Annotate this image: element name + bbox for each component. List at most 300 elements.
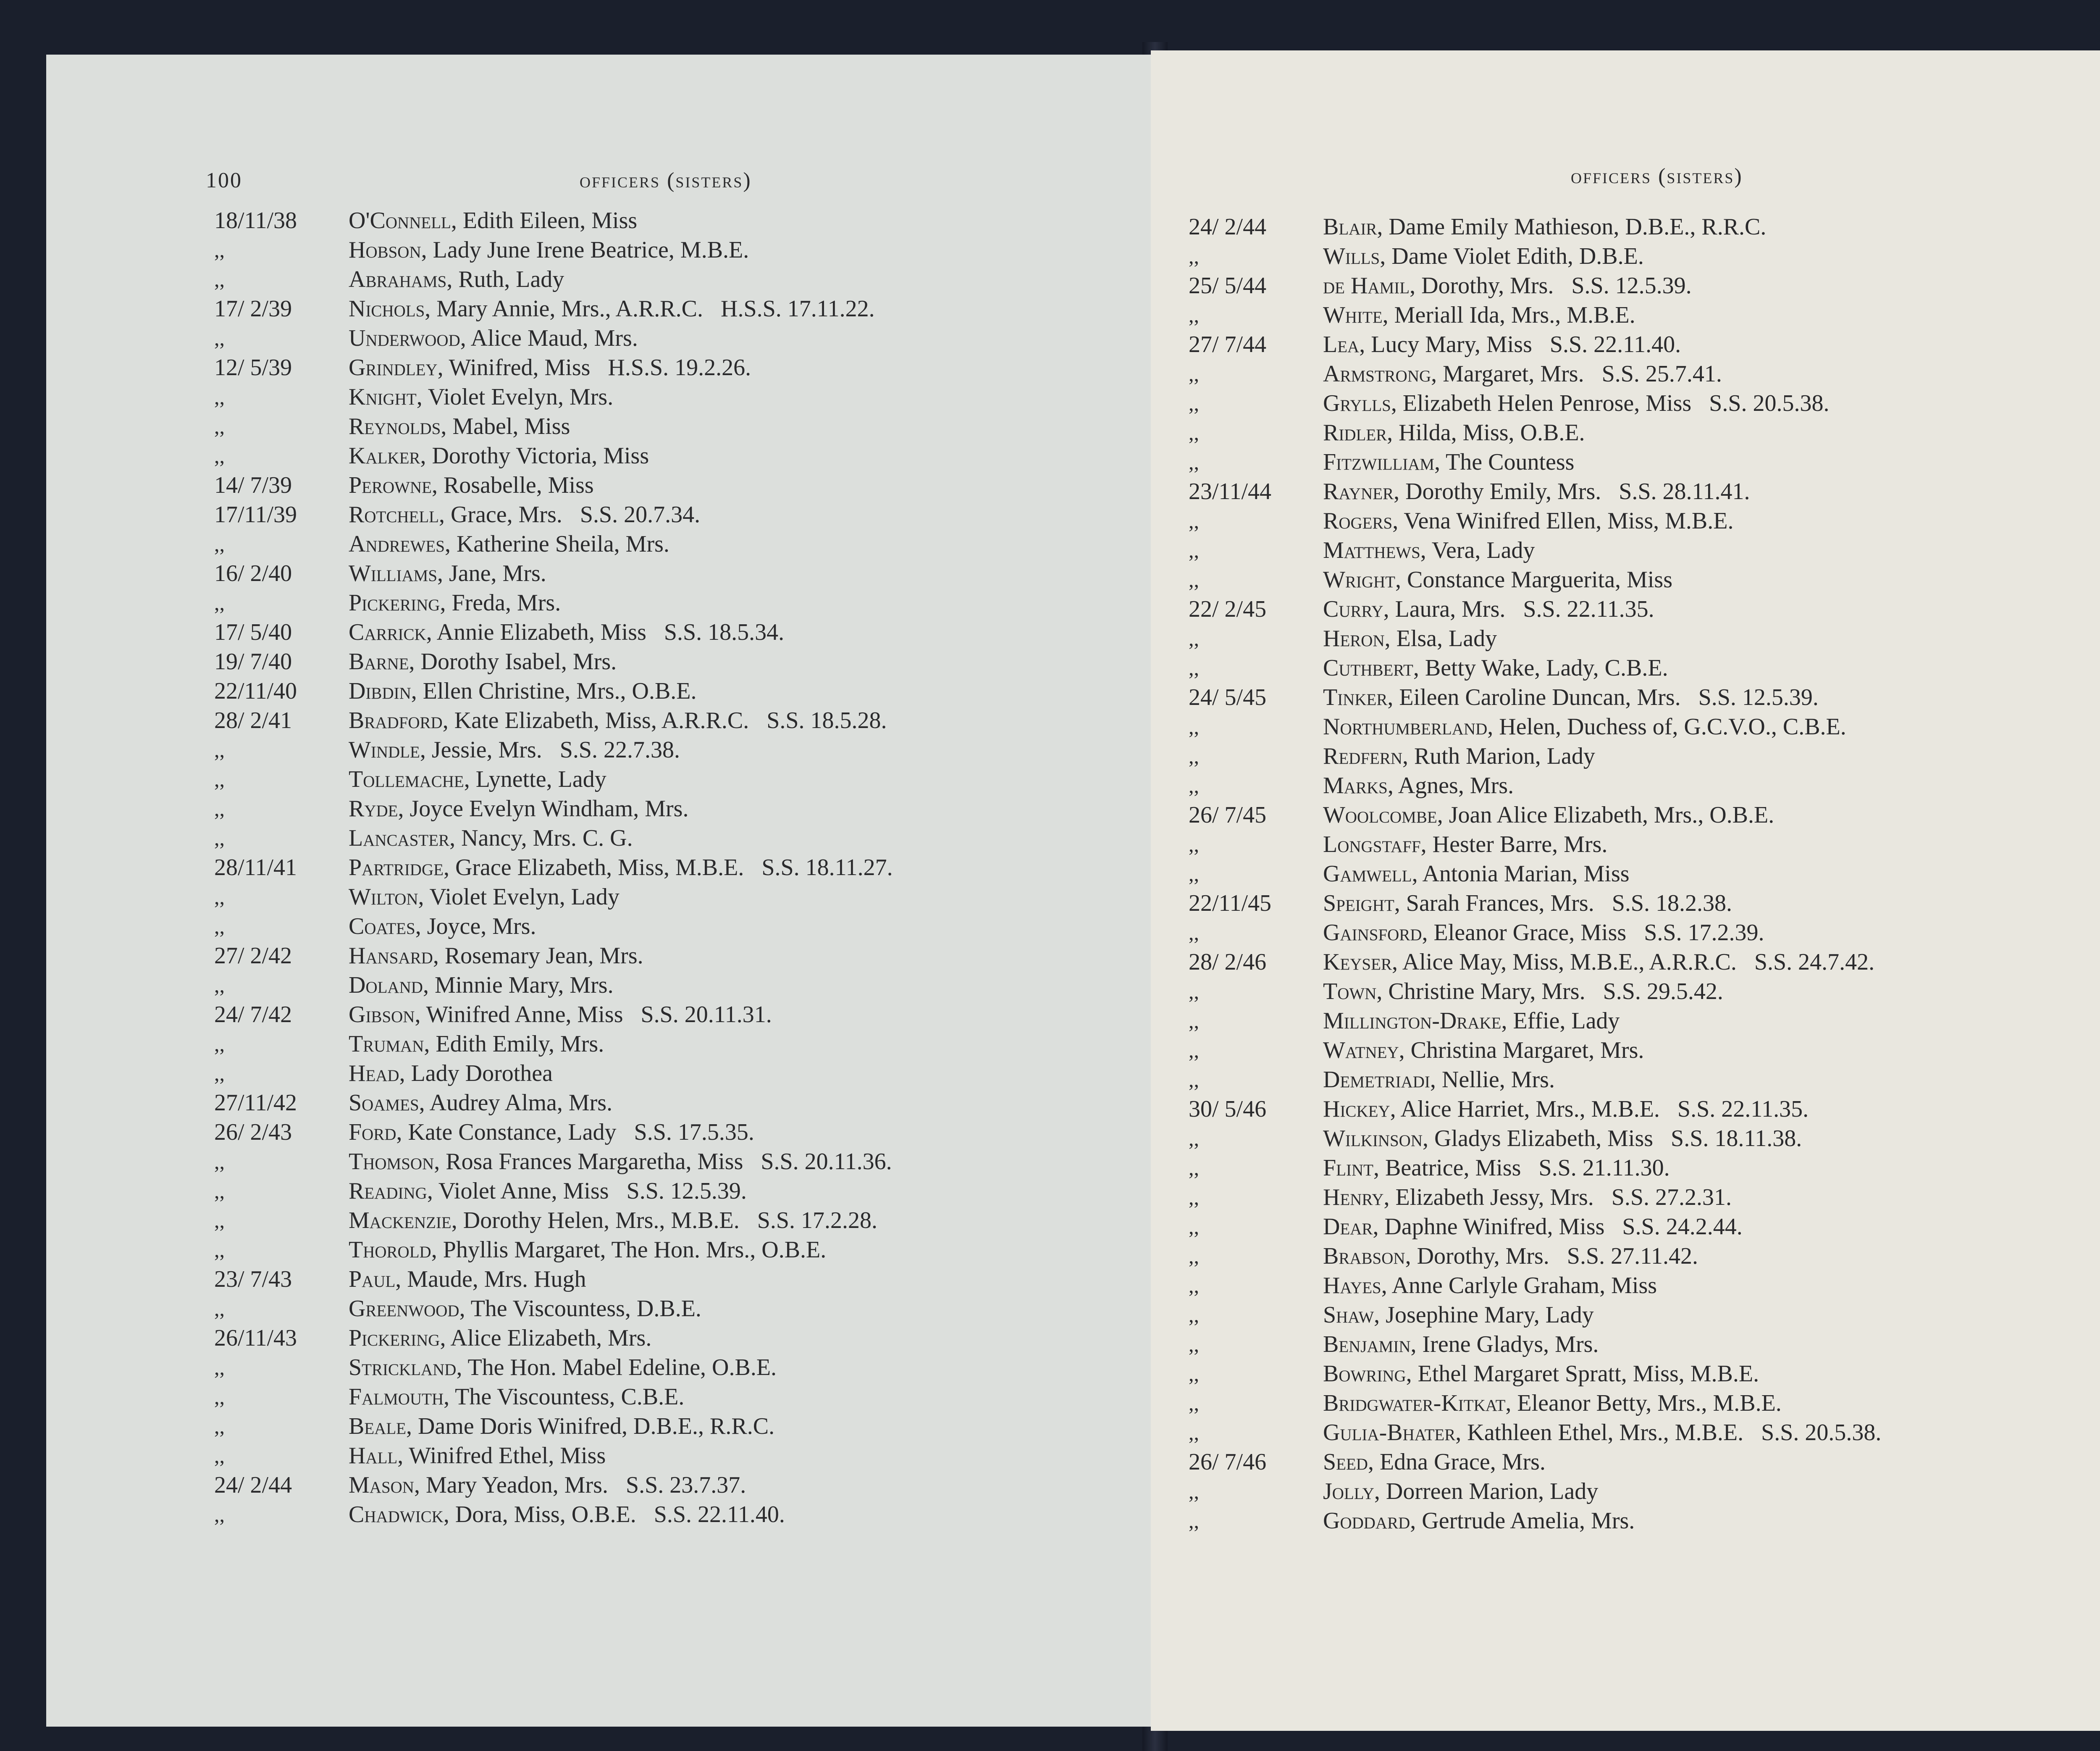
entry-surname: White xyxy=(1323,302,1383,328)
entry-details: , Mary Yeadon, Mrs. S.S. 23.7.37. xyxy=(414,1472,746,1498)
entry-details: , Kate Constance, Lady S.S. 17.5.35. xyxy=(396,1119,754,1145)
entry-date: 27/ 2/42 xyxy=(214,943,292,969)
entry-text xyxy=(349,765,606,794)
entry-date: 27/11/42 xyxy=(214,1090,297,1116)
entry-surname: Knight xyxy=(349,384,417,410)
entry-surname: Wills xyxy=(1323,243,1380,269)
entry-date: ,, xyxy=(1189,1127,1199,1150)
entry-details: , Dame Emily Mathieson, D.B.E., R.R.C. xyxy=(1377,214,1767,240)
entry-text xyxy=(1323,889,1732,918)
entry-date: ,, xyxy=(214,1356,225,1379)
list-item xyxy=(46,382,1155,412)
entry-date: ,, xyxy=(1189,715,1199,739)
entry-details: , Lady Dorothea xyxy=(399,1060,553,1086)
entry-surname: Gulia-Bhater xyxy=(1323,1420,1456,1446)
entry-surname: Grindley xyxy=(349,355,438,381)
entry-details: , Katherine Sheila, Mrs. xyxy=(444,531,669,557)
entry-surname: Northumberland xyxy=(1323,714,1488,740)
entry-surname: Nichols xyxy=(349,296,425,322)
entry-text xyxy=(349,1059,553,1088)
entry-surname: Rogers xyxy=(1323,508,1393,534)
entry-date: 14/ 7/39 xyxy=(214,472,292,498)
entry-details: , Dame Doris Winifred, D.B.E., R.R.C. xyxy=(406,1413,775,1439)
entry-surname: Hobson xyxy=(349,237,421,263)
list-item xyxy=(46,970,1155,1000)
entry-details: , Kathleen Ethel, Mrs., M.B.E. S.S. 20.5.38. xyxy=(1455,1420,1882,1446)
entry-details: , Irene Gladys, Mrs. xyxy=(1410,1331,1599,1357)
entry-details: , Minnie Mary, Mrs. xyxy=(423,972,614,998)
entry-date: 22/11/45 xyxy=(1189,890,1272,916)
list-item xyxy=(1151,1359,2100,1388)
entry-details: , The Viscountess, C.B.E. xyxy=(444,1384,685,1410)
entry-date: 17/ 2/39 xyxy=(214,296,292,322)
entry-date: 27/ 7/44 xyxy=(1189,331,1267,358)
entry-surname: Abrahams xyxy=(349,266,447,292)
entry-surname: Dibdin xyxy=(349,678,411,704)
list-item xyxy=(46,235,1155,265)
entry-surname: Wilkinson xyxy=(1323,1125,1423,1152)
entry-date: ,, xyxy=(214,444,225,468)
entry-date: ,, xyxy=(1189,862,1199,886)
entry-text xyxy=(1323,1124,1802,1153)
entry-surname: Pickering xyxy=(349,1325,440,1351)
entry-date: ,, xyxy=(1189,1244,1199,1268)
entry-details: , Josephine Mary, Lady xyxy=(1374,1302,1594,1328)
list-item xyxy=(46,647,1155,676)
list-item xyxy=(46,1500,1155,1529)
entry-surname: Armstrong xyxy=(1323,361,1431,387)
entry-text xyxy=(349,1029,604,1059)
list-item xyxy=(1151,506,2100,536)
entry-date: ,, xyxy=(1189,1156,1199,1180)
entry-surname: Ryde xyxy=(349,796,398,822)
entry-surname: Marks xyxy=(1323,773,1388,799)
entry-text xyxy=(1323,594,1654,624)
entry-text xyxy=(1323,242,1644,271)
entry-details: , Edith Eileen, Miss xyxy=(451,208,638,234)
entry-surname: Demetriadi xyxy=(1323,1067,1430,1093)
entry-details: , Dora, Miss, O.B.E. S.S. 22.11.40. xyxy=(443,1501,785,1528)
entry-text xyxy=(349,1470,746,1500)
entry-surname: Gibson xyxy=(349,1002,415,1028)
entry-text xyxy=(349,1176,747,1206)
list-item xyxy=(1151,1006,2100,1036)
list-item xyxy=(1151,242,2100,271)
entry-details: , Constance Marguerita, Miss xyxy=(1395,567,1672,593)
entry-surname: Reynolds xyxy=(349,413,441,439)
entry-date: ,, xyxy=(1189,1303,1199,1327)
right-page-header xyxy=(1151,164,2100,202)
entry-date: ,, xyxy=(214,385,225,409)
entry-details: , Alice Elizabeth, Mrs. xyxy=(440,1325,652,1351)
list-item xyxy=(46,441,1155,471)
entry-surname: Ridler xyxy=(1323,420,1387,446)
entry-surname: Matthews xyxy=(1323,537,1420,563)
entry-surname: Keyser xyxy=(1323,949,1392,975)
entry-date: ,, xyxy=(214,238,225,262)
entry-details: , Alice Maud, Mrs. xyxy=(460,325,638,351)
list-item xyxy=(1151,1036,2100,1065)
entry-surname: Soames xyxy=(349,1090,419,1116)
list-item xyxy=(46,412,1155,441)
entry-surname: Bridgwater-Kitkat xyxy=(1323,1390,1506,1416)
entry-text xyxy=(349,265,564,294)
left-page xyxy=(46,55,1155,1727)
list-item xyxy=(46,1059,1155,1088)
entry-surname: Windle xyxy=(349,737,420,763)
entry-text xyxy=(349,1147,892,1176)
entry-date: ,, xyxy=(214,1414,225,1438)
entry-details: , Jessie, Mrs. S.S. 22.7.38. xyxy=(420,737,680,763)
list-item xyxy=(46,1147,1155,1176)
entry-date: ,, xyxy=(1189,1421,1199,1444)
entry-surname: Rotchell xyxy=(349,502,439,528)
entry-date: ,, xyxy=(214,591,225,615)
entry-surname: Blair xyxy=(1323,214,1377,240)
entry-details: , Vera, Lady xyxy=(1420,537,1535,563)
entry-details: , Hester Barre, Mrs. xyxy=(1420,831,1608,857)
entry-text xyxy=(1323,1300,1594,1330)
entry-surname: Ford xyxy=(349,1119,396,1145)
entry-text xyxy=(1323,977,1723,1006)
entry-date: ,, xyxy=(214,415,225,438)
list-item xyxy=(1151,771,2100,800)
entry-surname: Brabson xyxy=(1323,1243,1405,1269)
entry-text xyxy=(1323,1153,1670,1183)
list-item xyxy=(1151,712,2100,741)
entry-text xyxy=(1323,506,1734,536)
list-item xyxy=(46,1000,1155,1029)
entry-date: 23/11/44 xyxy=(1189,479,1272,505)
entry-details: , Lady June Irene Beatrice, M.B.E. xyxy=(421,237,749,263)
entry-details: , Margaret, Mrs. S.S. 25.7.41. xyxy=(1431,361,1722,387)
entry-date: ,, xyxy=(1189,450,1199,474)
entry-details: , Lucy Mary, Miss S.S. 22.11.40. xyxy=(1359,331,1681,358)
list-item xyxy=(46,1265,1155,1294)
entry-details: , Joyce, Mrs. xyxy=(415,913,536,939)
list-item xyxy=(46,1470,1155,1500)
entry-text xyxy=(349,647,617,676)
entry-details: , Meriall Ida, Mrs., M.B.E. xyxy=(1382,302,1635,328)
entry-date: ,, xyxy=(214,973,225,997)
list-item xyxy=(1151,1388,2100,1418)
entry-date: ,, xyxy=(1189,1039,1199,1062)
entry-surname: Cuthbert xyxy=(1323,655,1413,681)
entry-details: , Beatrice, Miss S.S. 21.11.30. xyxy=(1373,1155,1670,1181)
entry-surname: Hickey xyxy=(1323,1096,1390,1122)
list-item xyxy=(46,1235,1155,1265)
entry-text xyxy=(349,1265,586,1294)
entry-surname: Longstaff xyxy=(1323,831,1421,857)
entry-surname: Redfern xyxy=(1323,743,1403,769)
entry-details: , Anne Carlyle Graham, Miss xyxy=(1381,1272,1657,1299)
entry-details: , Edith Emily, Mrs. xyxy=(424,1031,604,1057)
entry-details: , Kate Elizabeth, Miss, A.R.R.C. S.S. 18.5.28. xyxy=(442,707,887,734)
entry-date: ,, xyxy=(214,1062,225,1085)
list-item xyxy=(1151,1477,2100,1506)
list-item xyxy=(46,1176,1155,1206)
entry-text xyxy=(349,294,875,323)
entry-date: ,, xyxy=(214,1179,225,1203)
entry-date: ,, xyxy=(214,1209,225,1232)
entry-text xyxy=(1323,830,1607,859)
entry-date: 30/ 5/46 xyxy=(1189,1096,1267,1122)
entry-text xyxy=(1323,859,1630,889)
entry-details: , Maude, Mrs. Hugh xyxy=(395,1266,586,1292)
entry-surname: Curry xyxy=(1323,596,1383,622)
entry-surname: Thorold xyxy=(349,1237,431,1263)
entry-details: , Helen, Duchess of, G.C.V.O., C.B.E. xyxy=(1487,714,1846,740)
list-item xyxy=(1151,359,2100,389)
entry-text xyxy=(1323,1447,1546,1477)
entry-surname: Tollemache xyxy=(349,766,464,792)
entry-surname: Grylls xyxy=(1323,390,1391,416)
list-item xyxy=(1151,1241,2100,1271)
list-item xyxy=(1151,447,2100,477)
entry-details: , Laura, Mrs. S.S. 22.11.35. xyxy=(1383,596,1654,622)
entry-surname: Kalker xyxy=(349,443,420,469)
entry-date: ,, xyxy=(1189,1215,1199,1238)
entry-details: , Grace, Mrs. S.S. 20.7.34. xyxy=(438,502,701,528)
entry-surname: Seed xyxy=(1323,1449,1368,1475)
entry-details: , Winifred, Miss H.S.S. 19.2.26. xyxy=(437,355,751,381)
entry-surname: Reading xyxy=(349,1178,427,1204)
entry-surname: Head xyxy=(349,1060,399,1086)
entry-surname: Jolly xyxy=(1323,1478,1374,1504)
entry-surname: Falmouth xyxy=(349,1384,444,1410)
entry-text xyxy=(349,1117,754,1147)
entry-text xyxy=(349,588,561,618)
entry-details: , Mabel, Miss xyxy=(441,413,570,439)
entry-text xyxy=(349,412,570,441)
entry-details: , Rosa Frances Margaretha, Miss S.S. 20.11.36. xyxy=(434,1149,892,1175)
entry-date: ,, xyxy=(1189,509,1199,533)
entry-details: , Freda, Mrs. xyxy=(440,590,561,616)
running-title: officers (sisters) xyxy=(580,168,752,192)
entry-surname: Chadwick xyxy=(349,1501,444,1528)
entry-details: , Joan Alice Elizabeth, Mrs., O.B.E. xyxy=(1437,802,1774,828)
entry-text xyxy=(1323,271,1692,300)
entry-text xyxy=(349,559,546,588)
entry-date: 28/11/41 xyxy=(214,854,297,881)
entry-text xyxy=(1323,653,1668,683)
entry-details: , Audrey Alma, Mrs. xyxy=(419,1090,613,1116)
list-item xyxy=(46,1441,1155,1470)
entry-surname: Wright xyxy=(1323,567,1396,593)
entry-details: , Nancy, Mrs. C. G. xyxy=(449,825,633,851)
entry-text xyxy=(349,1353,777,1382)
entry-date: ,, xyxy=(1189,1068,1199,1091)
entry-text xyxy=(349,970,614,1000)
entry-text xyxy=(1323,712,1846,741)
entry-text xyxy=(349,794,688,823)
list-item xyxy=(46,1088,1155,1117)
list-item xyxy=(1151,947,2100,977)
entry-text xyxy=(1323,565,1672,594)
entry-date: ,, xyxy=(1189,656,1199,680)
entry-date: 17/11/39 xyxy=(214,502,297,528)
entry-surname: Bradford xyxy=(349,707,443,734)
entry-surname: Shaw xyxy=(1323,1302,1374,1328)
entry-text xyxy=(349,235,749,265)
entry-surname: Benjamin xyxy=(1323,1331,1411,1357)
entry-date: ,, xyxy=(1189,1480,1199,1503)
list-item xyxy=(46,588,1155,618)
entry-surname: Mackenzie xyxy=(349,1207,452,1233)
entry-date: ,, xyxy=(1189,921,1199,944)
list-item xyxy=(1151,977,2100,1006)
entry-text xyxy=(349,735,680,765)
entry-date: ,, xyxy=(1189,362,1199,386)
entry-text xyxy=(349,1235,826,1265)
entry-details: , Eileen Caroline Duncan, Mrs. S.S. 12.5.39. xyxy=(1387,684,1819,710)
list-item xyxy=(46,265,1155,294)
entry-date: ,, xyxy=(214,1444,225,1467)
entry-date: ,, xyxy=(1189,568,1199,592)
entry-text xyxy=(1323,1183,1732,1212)
list-item xyxy=(46,618,1155,647)
entry-surname: Town xyxy=(1323,978,1377,1004)
entry-date: 16/ 2/40 xyxy=(214,560,292,586)
entry-date: ,, xyxy=(1189,421,1199,444)
entry-text xyxy=(1323,1036,1644,1065)
list-item xyxy=(1151,1094,2100,1124)
entry-details: , Alice Harriet, Mrs., M.B.E. S.S. 22.11.35. xyxy=(1390,1096,1809,1122)
list-item xyxy=(1151,653,2100,683)
running-title: officers (sisters) xyxy=(1571,164,1743,188)
entry-surname: Hall xyxy=(349,1443,398,1469)
entry-surname: Thomson xyxy=(349,1149,434,1175)
entry-surname: Greenwood xyxy=(349,1296,459,1322)
entry-details: , Ethel Margaret Spratt, Miss, M.B.E. xyxy=(1406,1361,1759,1387)
entry-details: , Dorothy, Mrs. S.S. 12.5.39. xyxy=(1410,273,1692,299)
entry-surname: Gamwell xyxy=(1323,861,1412,887)
list-item xyxy=(1151,536,2100,565)
list-item xyxy=(1151,1183,2100,1212)
list-item xyxy=(46,912,1155,941)
entry-text xyxy=(1323,1065,1555,1094)
entry-date: ,, xyxy=(1189,980,1199,1003)
entry-text xyxy=(1323,741,1595,771)
list-item xyxy=(1151,1212,2100,1241)
entry-date: 18/11/38 xyxy=(214,208,297,234)
entry-details: , Jane, Mrs. xyxy=(437,560,546,586)
entry-text xyxy=(349,1500,785,1529)
entry-date: ,, xyxy=(1189,392,1199,415)
list-item xyxy=(1151,330,2100,359)
entry-details: , Dorothy Emily, Mrs. S.S. 28.11.41. xyxy=(1394,479,1750,505)
entry-surname: Dear xyxy=(1323,1214,1373,1240)
entry-date: ,, xyxy=(214,1150,225,1173)
entry-text xyxy=(1323,1506,1635,1535)
entry-details: , Christina Margaret, Mrs. xyxy=(1399,1037,1644,1063)
entry-text xyxy=(349,618,784,647)
entry-details: , Dorothy Helen, Mrs., M.B.E. S.S. 17.2.28. xyxy=(451,1207,877,1233)
entry-date: ,, xyxy=(214,826,225,850)
entry-date: ,, xyxy=(214,797,225,820)
entry-text xyxy=(1323,1271,1657,1300)
entry-text xyxy=(349,529,669,559)
entry-details: , Dame Violet Edith, D.B.E. xyxy=(1380,243,1644,269)
list-item xyxy=(1151,1271,2100,1300)
entry-details: , Rosemary Jean, Mrs. xyxy=(433,943,643,969)
entry-details: , Elsa, Lady xyxy=(1384,626,1497,652)
list-item xyxy=(1151,918,2100,947)
entry-date: ,, xyxy=(1189,1186,1199,1209)
entry-date: ,, xyxy=(214,1297,225,1320)
entry-date: 12/ 5/39 xyxy=(214,355,292,381)
entry-date: 19/ 7/40 xyxy=(214,649,292,675)
list-item xyxy=(46,471,1155,500)
list-item xyxy=(46,206,1155,235)
entry-date: ,, xyxy=(214,885,225,909)
list-item xyxy=(46,676,1155,706)
entry-date: ,, xyxy=(214,915,225,938)
entry-surname: Hayes xyxy=(1323,1272,1381,1299)
entry-surname: Mason xyxy=(349,1472,414,1498)
entry-date: ,, xyxy=(1189,1509,1199,1533)
entry-surname: Millington-Drake xyxy=(1323,1008,1502,1034)
entry-text xyxy=(1323,1212,1743,1241)
entry-details: , Daphne Winifred, Miss S.S. 24.2.44. xyxy=(1373,1214,1743,1240)
entry-text xyxy=(349,1000,772,1029)
entry-date: ,, xyxy=(1189,833,1199,856)
list-item xyxy=(46,794,1155,823)
entry-date: ,, xyxy=(214,1032,225,1056)
entry-surname: Pickering xyxy=(349,590,440,616)
entry-date: ,, xyxy=(214,768,225,791)
left-page-header xyxy=(46,168,1155,206)
entry-surname: Coates xyxy=(349,913,415,939)
entry-date: 24/ 2/44 xyxy=(214,1472,292,1498)
list-item xyxy=(46,1323,1155,1353)
entry-details: , Christine Mary, Mrs. S.S. 29.5.42. xyxy=(1376,978,1723,1004)
entry-date: ,, xyxy=(1189,1391,1199,1415)
list-item xyxy=(46,559,1155,588)
entry-details: , Dorreen Marion, Lady xyxy=(1374,1478,1599,1504)
entry-surname: Tinker xyxy=(1323,684,1388,710)
entry-date: ,, xyxy=(214,738,225,762)
entry-text xyxy=(1323,1388,1782,1418)
entry-text xyxy=(1323,389,1830,418)
entry-surname: Fitzwilliam xyxy=(1323,449,1435,475)
list-item xyxy=(1151,624,2100,653)
list-item xyxy=(1151,741,2100,771)
entry-details: , Antonia Marian, Miss xyxy=(1412,861,1630,887)
list-item xyxy=(1151,683,2100,712)
entry-details: , Edna Grace, Mrs. xyxy=(1368,1449,1546,1475)
entry-details: , Alice May, Miss, M.B.E., A.R.R.C. S.S. 24.7.42. xyxy=(1391,949,1875,975)
entry-date: 22/11/40 xyxy=(214,678,297,704)
entry-date: 26/ 7/46 xyxy=(1189,1449,1267,1475)
list-item xyxy=(46,1029,1155,1059)
entry-date: ,, xyxy=(1189,744,1199,768)
entry-text xyxy=(349,441,649,471)
entry-date: 26/ 2/43 xyxy=(214,1119,292,1145)
entry-surname: Bowring xyxy=(1323,1361,1406,1387)
entry-text xyxy=(1323,1359,1759,1388)
entry-date: ,, xyxy=(214,326,225,350)
entry-date: ,, xyxy=(1189,245,1199,268)
entry-surname: Hansard xyxy=(349,943,433,969)
list-item xyxy=(1151,1447,2100,1477)
list-item xyxy=(46,1294,1155,1323)
list-item xyxy=(1151,830,2100,859)
entry-text xyxy=(349,823,633,853)
entry-text xyxy=(349,353,751,382)
list-item xyxy=(1151,1506,2100,1535)
entry-surname: Paul xyxy=(349,1266,396,1292)
